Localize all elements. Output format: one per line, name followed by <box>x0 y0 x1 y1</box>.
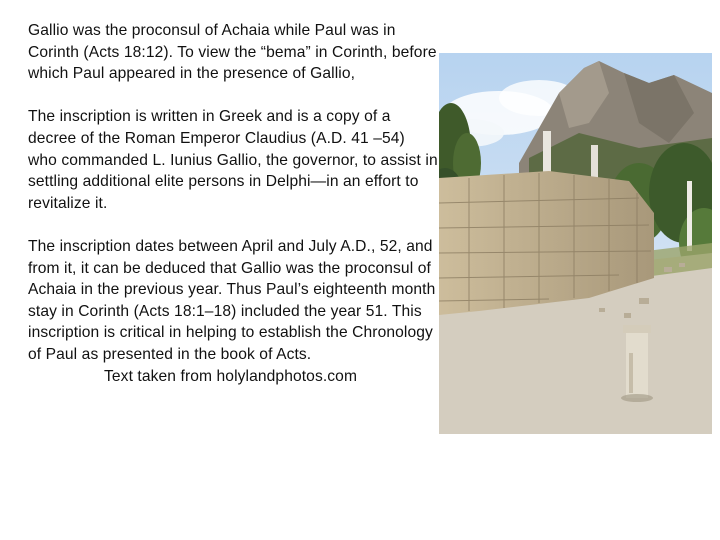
source-credit: Text taken from holylandphotos.com <box>104 367 358 385</box>
paragraph-gallio-bema: Gallio was the proconsul of Achaia while Paul was in Corinth (Acts 18:12). To view the “bema” in Corinth, before which Paul appeared in the presence of Gallio, <box>28 22 437 83</box>
photo-illustration <box>439 53 712 434</box>
text-block <box>28 20 438 387</box>
corinth-bema-photo <box>439 53 712 434</box>
paragraph-inscription-description: The inscription is written in Greek and is a copy of a decree of the Roman Emperor Claudius (A.D. 41 –54) who commanded L. Iunius Gallio, the governor, to assist in settling additional elite persons in Delphi—in an effort to revitalize it. <box>28 108 438 212</box>
paragraph-inscription-dating: The inscription dates between April and July A.D., 52, and from it, it can be deduced that Gallio was the proconsul of Achaia in the previous year. Thus Paul’s eighteenth month stay in Corinth (Acts 18:1–18) included the year 51. This inscription is critical in helping to establish the Chronology of Paul as presented in the book of Acts. <box>28 237 436 363</box>
